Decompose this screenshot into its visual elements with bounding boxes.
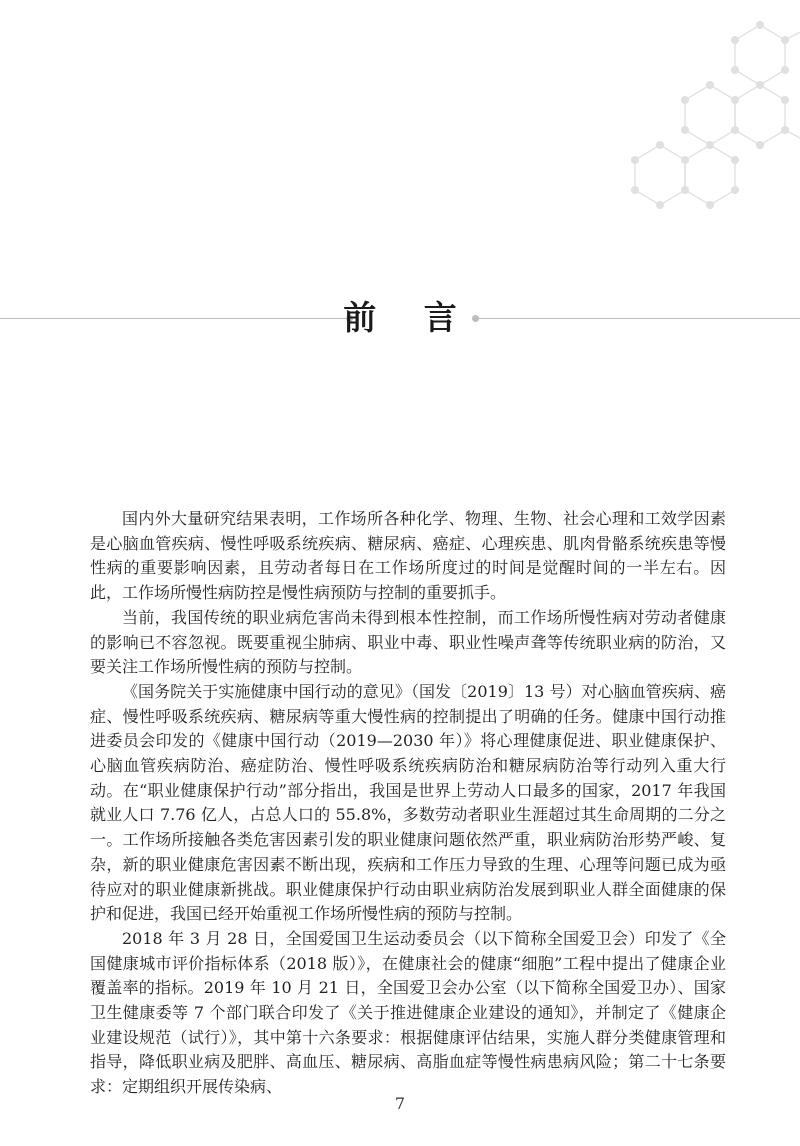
paragraph: 国内外大量研究结果表明，工作场所各种化学、物理、生物、社会心理和工效学因素是心脑血管疾病、慢性呼吸系统疾病、糖尿病、癌症、心理疾患、肌肉骨骼系统疾患等慢性病的重要影响因素，且劳动者每日在工作场所度过的时间是觉醒时间的一半左右。因此，工作场所慢性病防控是慢性病预防与控制的重要抓手。 [90,509,726,603]
hexagon-decoration [600,0,800,230]
page-number: 7 [394,1094,406,1113]
page-title: 前 言 [343,298,475,337]
body-text [90,507,726,1100]
paragraph: 2018 年 3 月 28 日，全国爱国卫生运动委员会（以下简称全国爱卫会）印发了《全国健康城市评价指标体系（2018 版）》，在健康社会的健康“细胞”工程中提出了健康企业覆盖率的指标。2019 年 10 月 21 日，全国爱卫会办公室（以下简称全国爱卫办）、国家卫生健康委等 7 个部门联合印发了《关于推进健康企业建设的通知》，并制定了《健康企业建设规范（试行）》，其中第十六条要求：根据健康评估结果，实施人群分类健康管理和指导，降低职业病及肥胖、高血压、糖尿病、高脂血症等慢性病患病风险；第二十七条要求：定期组织开展传染病、 [90,928,726,1097]
title-rule-right [475,318,800,319]
title-rule-left [0,318,350,319]
paragraph: 《国务院关于实施健康中国行动的意见》（国发〔2019〕13 号）对心脑血管疾病、癌症、慢性呼吸系统疾病、糖尿病等重大慢性病的控制提出了明确的任务。健康中国行动推进委员会印发的《健康中国行动（2019—2030 年）》将心理健康促进、职业健康保护、心脑血管疾病防治、癌症防治、慢性呼吸系统疾病防治和糖尿病防治等行动列入重大行动。在“职业健康保护行动”部分指出，我国是世界上劳动人口最多的国家，2017 年我国就业人口 7.76 亿人，占总人口的 55.8%，多数劳动者职业生涯超过其生命周期的二分之一。工作场所接触各类危害因素引发的职业健康问题依然严重，职业病防治形势严峻、复杂，新的职业健康危害因素不断出现，疾病和工作压力导致的生理、心理等问题已成为亟待应对的职业健康新挑战。职业健康保护行动由职业病防治发展到职业人群全面健康的保护和促进，我国已经开始重视工作场所慢性病的预防与控制。 [90,681,726,924]
paragraph: 当前，我国传统的职业病危害尚未得到根本性控制，而工作场所慢性病对劳动者健康的影响已不容忽视。既要重视尘肺病、职业中毒、职业性噪声聋等传统职业病的防治，又要关注工作场所慢性病的预防与控制。 [90,607,726,677]
